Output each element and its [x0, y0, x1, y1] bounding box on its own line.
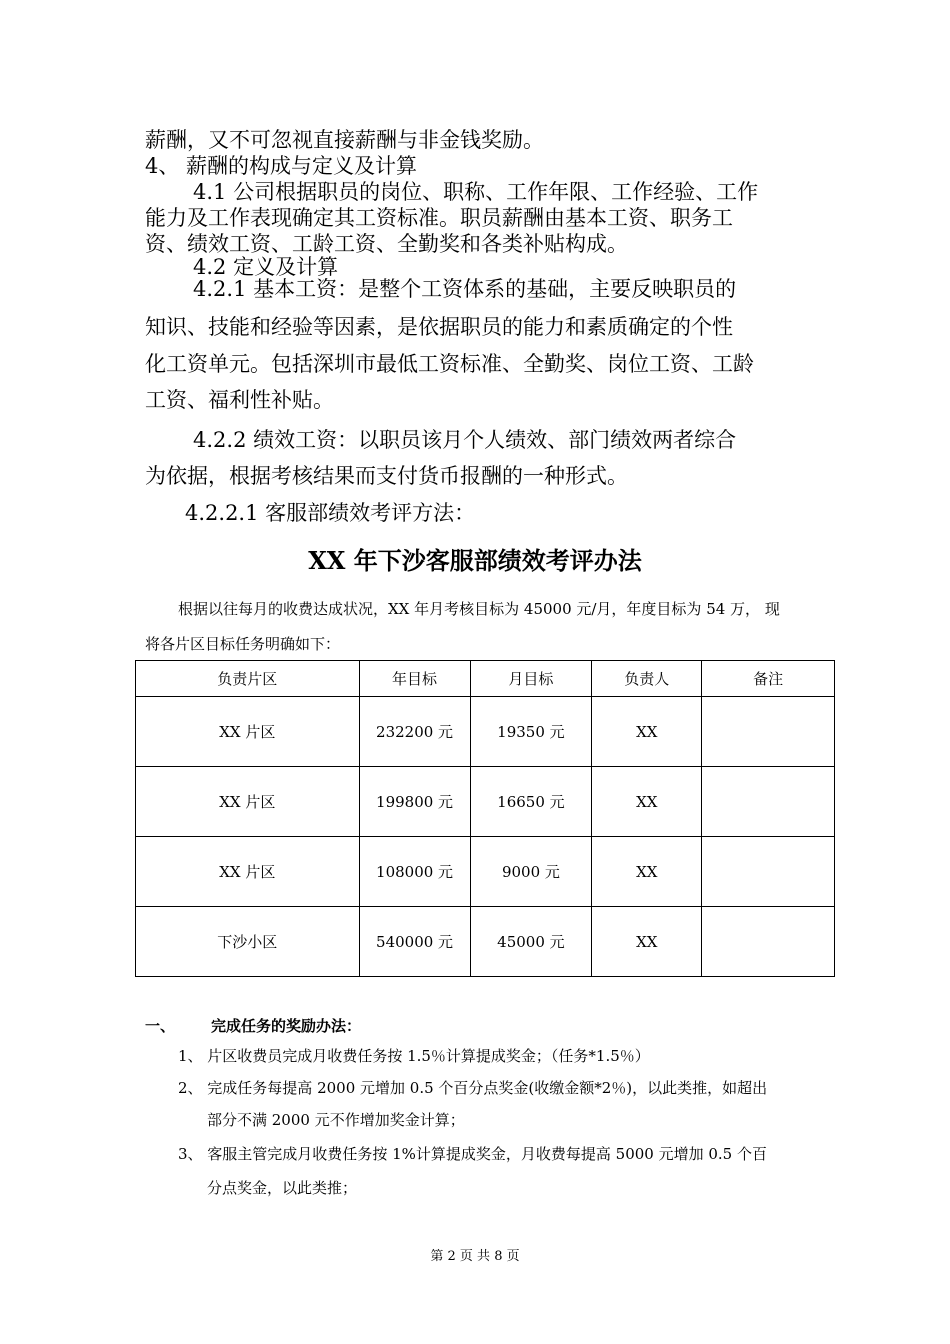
table-cell: XX [592, 837, 702, 907]
table-header-cell: 负责片区 [136, 661, 360, 697]
paragraph-line: 知识、技能和经验等因素，是依据职员的能力和素质确定的个性 [145, 315, 733, 339]
table-cell: XX [592, 697, 702, 767]
paragraph-line: 4.1 公司根据职员的岗位、职称、工作年限、工作经验、工作 [193, 180, 759, 204]
table-cell: 9000 元 [470, 837, 592, 907]
table-cell: 232200 元 [359, 697, 470, 767]
paragraph-line: 4.2.2.1 客服部绩效考评方法： [185, 501, 476, 525]
reward-item: 1、 片区收费员完成月收费任务按 1.5％计算提成奖金；（任务*1.5％） [178, 1047, 650, 1065]
paragraph-line: 薪酬，又不可忽视直接薪酬与非金钱奖励。 [145, 128, 544, 152]
table-cell [702, 907, 835, 977]
paragraph-line: 为依据，根据考核结果而支付货币报酬的一种形式。 [145, 464, 628, 488]
target-table [135, 660, 835, 977]
paragraph-line: 4.2.2 绩效工资：以职员该月个人绩效、部门绩效两者综合 [193, 428, 737, 452]
reward-number: 一、 [145, 1017, 176, 1035]
reward-item: 2、 完成任务每提高 2000 元增加 0.5 个百分点奖金(收缴金额*2％)，以此类推，如超出 [178, 1079, 768, 1097]
intro-line: 根据以往每月的收费达成状况，XX 年月考核目标为 45000 元/月，年度目标为 54 万， 现 [178, 600, 780, 618]
table-cell: XX [592, 907, 702, 977]
table-cell [702, 767, 835, 837]
table-cell: 108000 元 [359, 837, 470, 907]
reward-item: 部分不满 2000 元不作增加奖金计算； [207, 1111, 465, 1129]
reward-heading: 完成任务的奖励办法： [211, 1017, 362, 1035]
table-cell: XX [592, 767, 702, 837]
table-row [136, 767, 835, 837]
reward-item: 分点奖金，以此类推； [207, 1179, 358, 1197]
table-row [136, 697, 835, 767]
table-header-cell: 备注 [702, 661, 835, 697]
table-cell: 下沙小区 [136, 907, 360, 977]
table-cell: XX 片区 [136, 697, 360, 767]
paragraph-line: 能力及工作表现确定其工资标准。职员薪酬由基本工资、职务工 [145, 206, 733, 230]
paragraph-line: 资、绩效工资、工龄工资、全勤奖和各类补贴构成。 [145, 232, 628, 256]
table-cell: 45000 元 [470, 907, 592, 977]
table-cell: XX 片区 [136, 767, 360, 837]
section-title: XX 年下沙客服部绩效考评办法 [308, 546, 642, 575]
table-cell: XX 片区 [136, 837, 360, 907]
page-footer: 第 2 页 共 8 页 [430, 1249, 520, 1264]
intro-line: 将各片区目标任务明确如下： [145, 635, 341, 653]
table-cell: 19350 元 [470, 697, 592, 767]
table-cell: 540000 元 [359, 907, 470, 977]
table-header-row [136, 661, 835, 697]
reward-item: 3、 客服主管完成月收费任务按 1%计算提成奖金，月收费每提高 5000 元增加 0.5 个百 [178, 1145, 767, 1163]
section-heading: 4、 薪酬的构成与定义及计算 [145, 154, 418, 178]
table-row [136, 837, 835, 907]
table-cell [702, 697, 835, 767]
subsection-heading: 4.2 定义及计算 [193, 255, 339, 279]
table-cell: 199800 元 [359, 767, 470, 837]
table-header-cell: 负责人 [592, 661, 702, 697]
paragraph-line: 化工资单元。包括深圳市最低工资标准、全勤奖、岗位工资、工龄 [145, 352, 754, 376]
table-cell [702, 837, 835, 907]
table-header-cell: 月目标 [470, 661, 592, 697]
table-header-cell: 年目标 [359, 661, 470, 697]
paragraph-line: 工资、福利性补贴。 [145, 388, 334, 412]
table-row [136, 907, 835, 977]
paragraph-line: 4.2.1 基本工资：是整个工资体系的基础，主要反映职员的 [193, 277, 737, 301]
table-cell: 16650 元 [470, 767, 592, 837]
